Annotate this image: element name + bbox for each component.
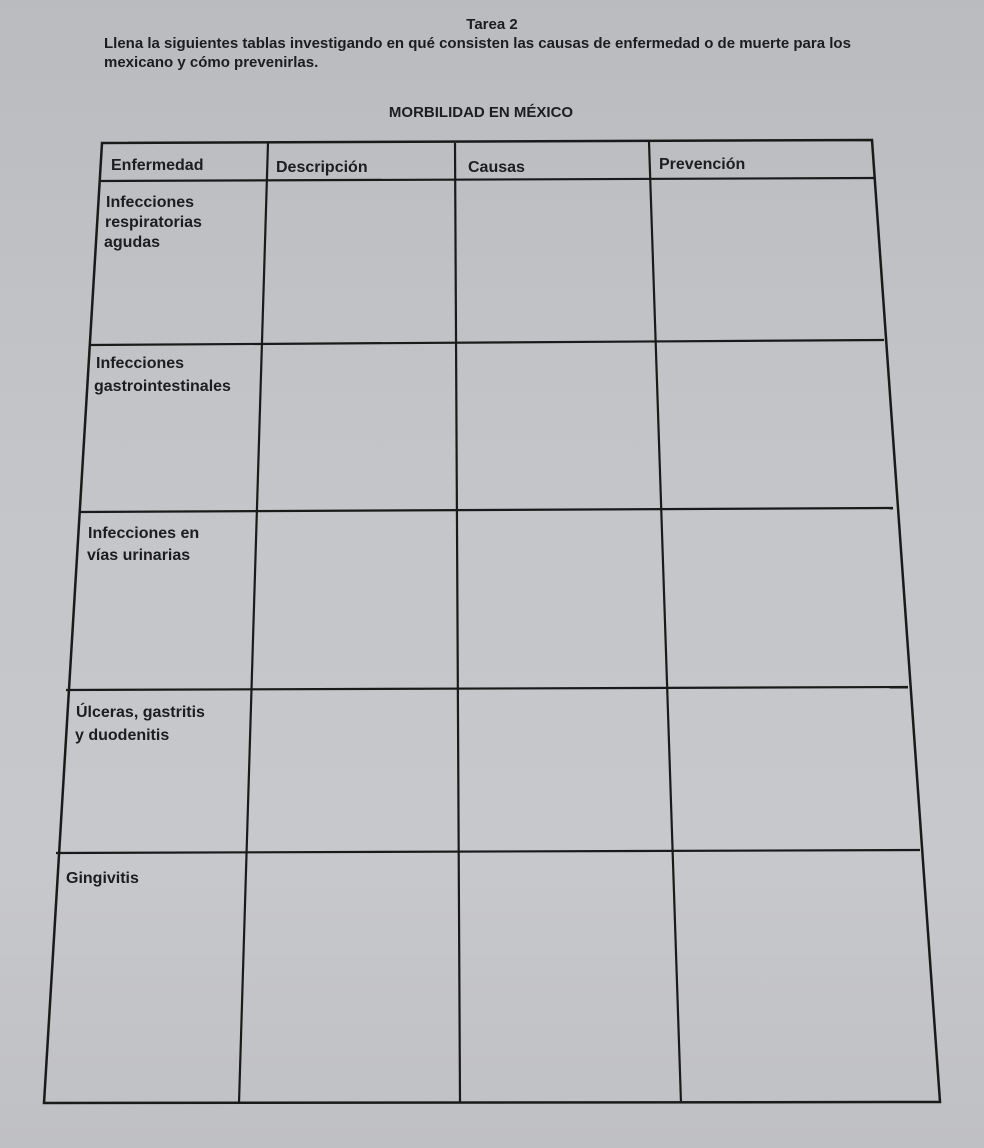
disease-name-line: Infecciones — [106, 194, 195, 211]
column-divider — [649, 142, 681, 1103]
row-divider — [79, 508, 893, 512]
column-divider — [239, 143, 268, 1103]
disease-name-line: Úlceras, gastritis — [76, 704, 205, 721]
row-divider — [56, 850, 920, 853]
disease-name-line: y duodenitis — [75, 727, 170, 744]
disease-name-line: Infecciones — [96, 355, 185, 372]
table-border — [44, 140, 940, 1103]
row-divider — [90, 340, 884, 345]
column-divider — [455, 143, 460, 1103]
header-divider — [101, 178, 874, 181]
disease-name-line: Infecciones en — [88, 525, 200, 542]
header-enfermedad: Enfermedad — [111, 157, 204, 174]
disease-name-line: Gingivitis — [66, 870, 139, 887]
header-descripcion: Descripción — [276, 159, 368, 176]
task-title: Tarea 2 — [466, 16, 518, 33]
disease-name-line: respiratorias — [105, 214, 202, 231]
header-prevencion: Prevención — [659, 156, 746, 173]
disease-name-line: agudas — [104, 234, 161, 251]
table-title: MORBILIDAD EN MÉXICO — [388, 104, 574, 121]
row-divider — [66, 687, 908, 690]
instructions-text: Llena la siguientes tablas investigando en qué consisten las causas de enfermedad o de muerte para los mexicano y cómo prevenirlas. — [104, 35, 851, 71]
disease-name-line: vías urinarias — [87, 547, 191, 564]
header-causas: Causas — [468, 159, 525, 176]
disease-name-line: gastrointestinales — [94, 378, 231, 395]
